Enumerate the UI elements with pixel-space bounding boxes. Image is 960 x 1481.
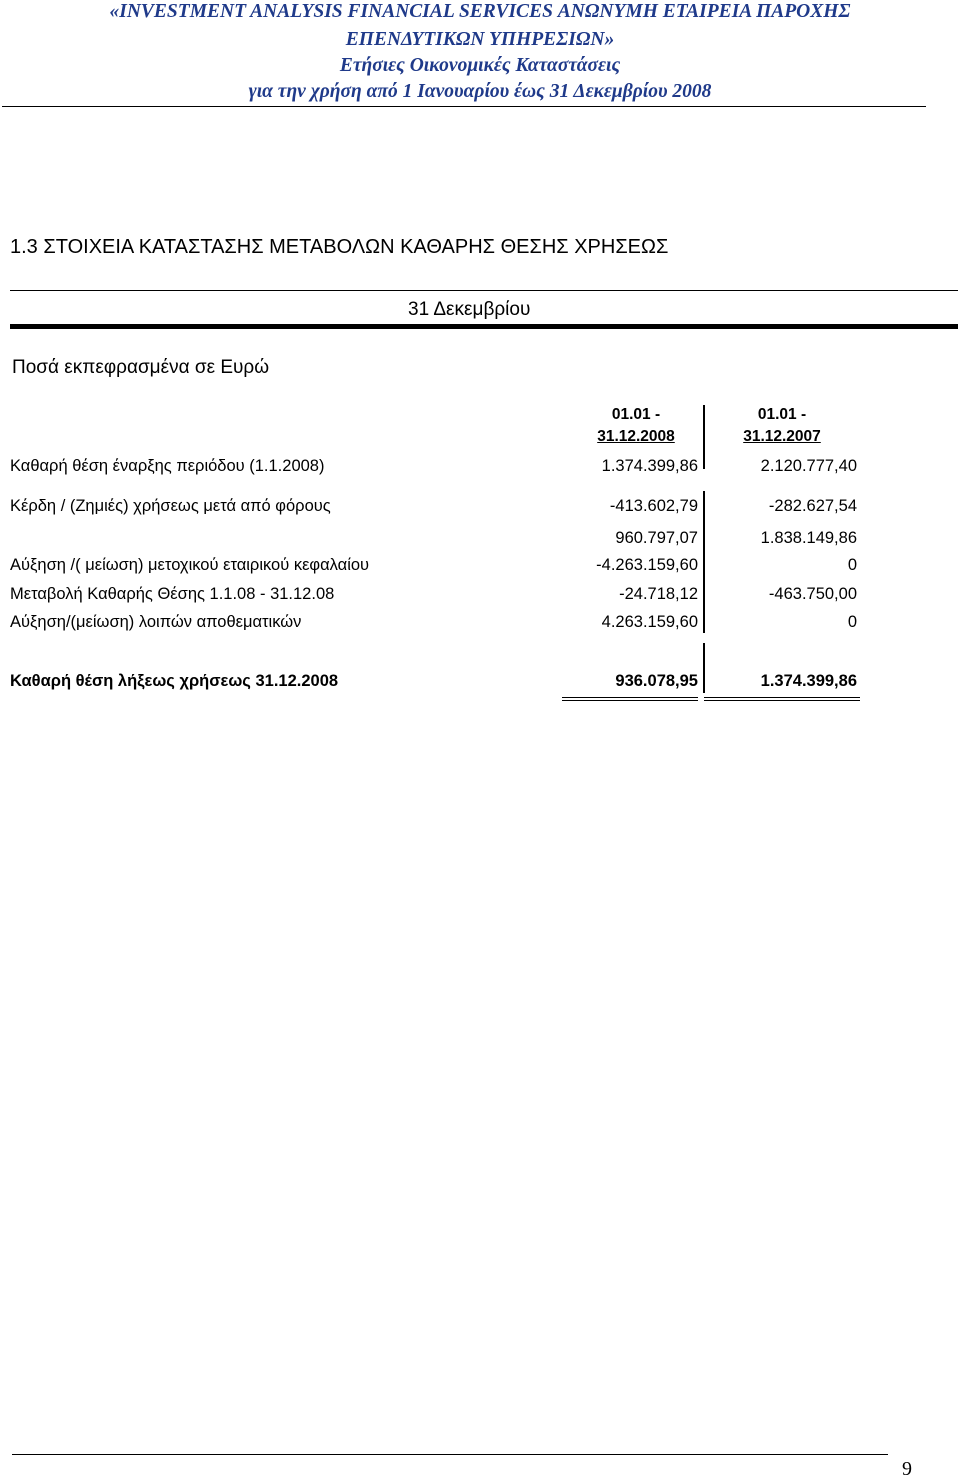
value-2008-net-equity-change: -24.718,12 bbox=[619, 585, 698, 603]
value-2008-opening-equity: 1.374.399,86 bbox=[601, 457, 698, 475]
column-header-2007 bbox=[734, 404, 830, 448]
value-2008-other-reserves: 4.263.159,60 bbox=[601, 613, 698, 631]
period-heading: 31 Δεκεμβρίου bbox=[408, 299, 531, 320]
value-2007-profit-after-tax: -282.627,54 bbox=[768, 497, 857, 515]
total-underline bbox=[562, 697, 698, 698]
row-label-other-reserves: Αύξηση/(μείωση) λοιπών αποθεματικών bbox=[10, 613, 302, 631]
column-header-to: 31.12.2007 bbox=[743, 428, 821, 445]
value-2007-subtotal: 1.838.149,86 bbox=[760, 529, 857, 547]
row-label-share-capital-change: Αύξηση /( μείωση) μετοχικού εταιρικού κεφαλαίου bbox=[10, 556, 370, 574]
value-2007-opening-equity: 2.120.777,40 bbox=[760, 457, 857, 475]
value-2007-other-reserves: 0 bbox=[847, 613, 857, 631]
row-label-opening-equity: Καθαρή θέση έναρξης περιόδου (1.1.2008) bbox=[10, 457, 325, 475]
currency-note: Ποσά εκπεφρασμένα σε Ευρώ bbox=[12, 357, 270, 378]
total-label: Καθαρή θέση λήξεως χρήσεως 31.12.2008 bbox=[10, 672, 339, 690]
column-separator bbox=[703, 491, 705, 633]
header-report-title: Ετήσιες Οικονομικές Καταστάσεις bbox=[339, 55, 621, 76]
header-company-line2: ΕΠΕΝΔΥΤΙΚΩΝ ΥΠΗΡΕΣΙΩΝ» bbox=[345, 29, 615, 50]
column-header-from: 01.01 - bbox=[611, 406, 661, 423]
header-divider bbox=[2, 106, 926, 107]
section-title: 1.3 ΣΤΟΙΧΕΙΑ ΚΑΤΑΣΤΑΣΗΣ ΜΕΤΑΒΟΛΩΝ ΚΑΘΑΡΗΣ ΘΕΣΗΣ ΧΡΗΣΕΩΣ bbox=[10, 236, 669, 258]
header-report-period: για την χρήση από 1 Ιανουαρίου έως 31 Δεκεμβρίου 2008 bbox=[248, 81, 712, 102]
header-company-line1: «INVESTMENT ANALYSIS FINANCIAL SERVICES ΑΝΩΝΥΜΗ ΕΤΑΙΡΕΙΑ ΠΑΡΟΧΗΣ bbox=[109, 1, 851, 22]
value-2008-subtotal: 960.797,07 bbox=[615, 529, 698, 547]
total-value-2007: 1.374.399,86 bbox=[760, 672, 857, 690]
page-number: 9 bbox=[902, 1458, 912, 1480]
column-header-to: 31.12.2008 bbox=[597, 428, 675, 445]
table-top-rule bbox=[10, 290, 958, 291]
total-value-2008: 936.078,95 bbox=[615, 672, 698, 690]
total-underline bbox=[562, 700, 698, 701]
value-2008-share-capital-change: -4.263.159,60 bbox=[596, 556, 698, 574]
value-2007-share-capital-change: 0 bbox=[847, 556, 857, 574]
row-label-profit-after-tax: Κέρδη / (Ζημιές) χρήσεως μετά από φόρους bbox=[10, 497, 331, 515]
column-separator bbox=[703, 643, 705, 693]
column-separator bbox=[703, 405, 705, 469]
value-2008-profit-after-tax: -413.602,79 bbox=[609, 497, 698, 515]
total-underline bbox=[704, 697, 860, 698]
table-thick-rule bbox=[10, 324, 958, 329]
total-underline bbox=[704, 700, 860, 701]
column-header-2008 bbox=[588, 404, 684, 448]
column-header-from: 01.01 - bbox=[757, 406, 807, 423]
value-2007-net-equity-change: -463.750,00 bbox=[768, 585, 857, 603]
footer-divider bbox=[12, 1454, 888, 1455]
row-label-net-equity-change: Μεταβολή Καθαρής Θέσης 1.1.08 - 31.12.08 bbox=[10, 585, 335, 603]
